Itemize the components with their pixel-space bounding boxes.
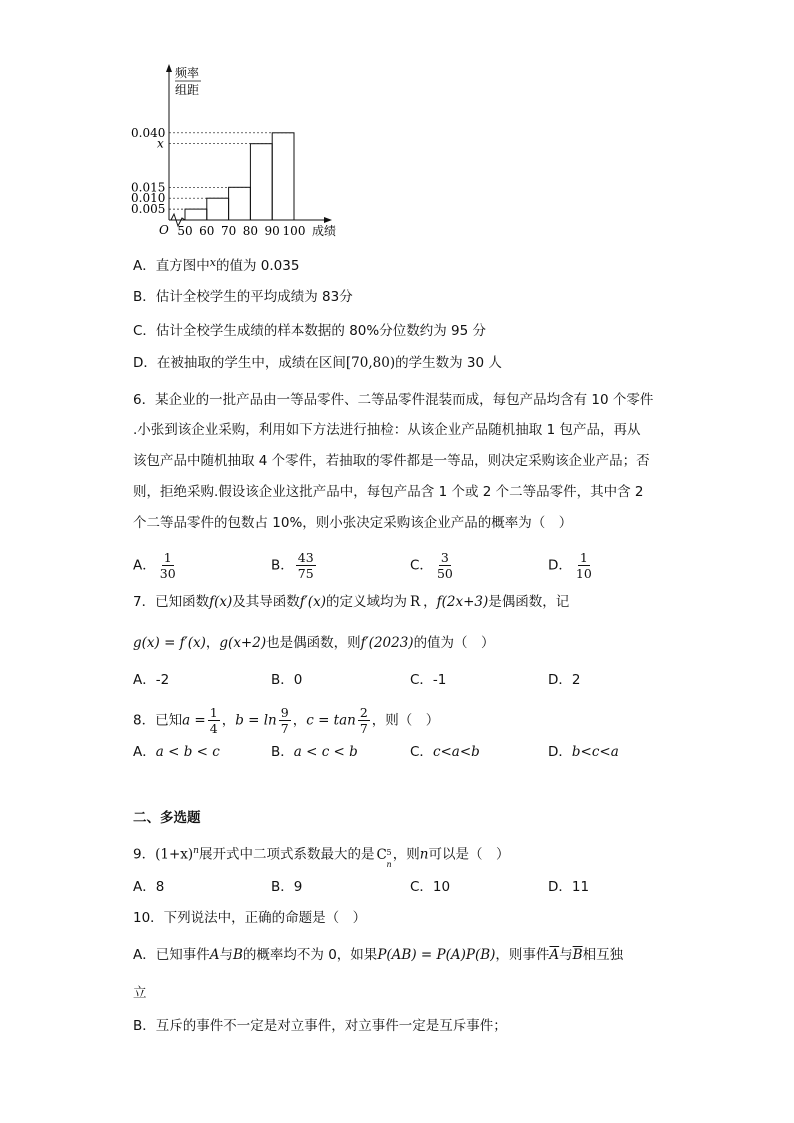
q8-text-a: 8．已知 [133, 712, 183, 729]
q6-d-den: 10 [575, 566, 592, 581]
q9-n: n [419, 846, 429, 863]
y-label-bottom: 组距 [175, 83, 200, 97]
q7-fprime: f′(x) [299, 594, 326, 610]
q7-option-c[interactable]: C．-1 [410, 672, 447, 688]
q10-a-then: ，则事件 [495, 947, 550, 963]
x-tick-label: 70 [220, 224, 237, 238]
q6-a-fraction [158, 550, 178, 581]
q8-a-fraction [208, 705, 220, 736]
q7-option-b[interactable]: B．0 [271, 672, 303, 688]
q7-text-h: 的值为（ ） [413, 635, 495, 651]
q8-a-eq: a = [182, 712, 206, 729]
q7-text-g: 也是偶函数，则 [266, 635, 361, 651]
q5-option-b[interactable] [133, 287, 353, 307]
q6-b-label: B． [271, 557, 294, 574]
q5-d-post: 的学生数为 30 人 [395, 355, 502, 371]
x-tick-label: 100 [282, 224, 306, 238]
q7-option-a[interactable]: A．-2 [133, 672, 170, 688]
q10-a-end: 相互独 [582, 947, 624, 963]
q7-text-d: ， [423, 594, 437, 610]
q8-c-eq: c = tan [306, 712, 356, 729]
q6-b-den: 75 [297, 566, 314, 581]
q8-sep1: ， [221, 712, 236, 729]
y-tick-label: 0.015 [131, 180, 166, 195]
y-tick-label: 0.010 [131, 191, 166, 206]
q6-option-b[interactable] [271, 550, 318, 581]
q7-text-c: 的定义域均为 [325, 594, 407, 610]
q9-exponent: n [193, 846, 199, 856]
q8-d-label: D． [548, 744, 572, 760]
q5-c-text: C．估计全校学生成绩的样本数据的 80%分位数约为 95 分 [133, 323, 486, 339]
q8-b-eq: b = ln [235, 712, 277, 729]
q5-option-c[interactable] [133, 321, 486, 341]
q6-stem-line4: 则，拒绝采购.假设该企业这批产品中，每包产品含 1 个或 2 个二等品零件，其中含 2 [133, 484, 644, 500]
q7-stem-line2 [133, 633, 495, 653]
q8-option-b[interactable] [271, 742, 358, 762]
q8-c-label: C． [410, 744, 433, 760]
q8-c-den: 7 [359, 721, 368, 736]
q6-a-den: 30 [159, 566, 176, 581]
q6-option-d[interactable] [548, 550, 596, 581]
x-tick-label: 90 [264, 224, 280, 238]
q8-b-num: 9 [280, 705, 289, 720]
histogram-bar [185, 209, 207, 220]
q5-a-var: x [209, 256, 216, 269]
q10-a-pre: A．已知事件 [133, 947, 210, 963]
q6-c-fraction [435, 550, 455, 581]
q9-c: C [376, 846, 387, 863]
x-tick-label: 60 [199, 224, 215, 238]
q10-a-equation: P(AB) = P(A)P(B) [377, 947, 496, 963]
q8-b-den: 7 [280, 721, 289, 736]
q10-option-a[interactable] [133, 945, 623, 965]
q6-c-num: 3 [440, 550, 449, 565]
histogram-bar [272, 133, 294, 220]
q8-a-den: 4 [209, 721, 218, 736]
q6-d-label: D． [548, 557, 572, 574]
q6-c-label: C． [410, 557, 433, 574]
q10-event-A: A [209, 947, 220, 963]
q7-g2: g(x+2) [219, 635, 267, 651]
q10-a-and: 与 [219, 947, 233, 963]
q5-option-d[interactable] [133, 353, 502, 373]
histogram-bar [229, 187, 251, 220]
q10-a-and2: 与 [559, 947, 573, 963]
q5-option-a[interactable] [133, 253, 299, 276]
q9-tail: 可以是（ ） [428, 846, 510, 863]
y-axis-arrow [166, 64, 172, 72]
q9-c-sub: n [386, 859, 392, 869]
q7-f2023: f′(2023) [360, 635, 414, 651]
q8-c-expr: c<a<b [432, 744, 480, 760]
q6-d-fraction [574, 550, 594, 581]
q6-stem-line1: 6．某企业的一批产品由一等品零件、二等品零件混装而成，每包产品均含有 10 个零件 [133, 392, 654, 408]
q5-a-tail: 的值为 0.035 [215, 258, 300, 274]
histogram-bar [207, 198, 229, 220]
q5-a-text: A．直方图中 [133, 258, 210, 274]
y-tick-label: 0.005 [131, 202, 166, 217]
q9-stem [133, 841, 510, 869]
q6-b-num: 43 [297, 550, 314, 565]
x-tick-label: 80 [242, 224, 259, 238]
q10-a-mid: 的概率均不为 0，如果 [242, 947, 378, 963]
q7-option-d[interactable]: D．2 [548, 672, 581, 688]
q10-option-b[interactable]: B．互斥的事件不一定是对立事件，对立事件一定是互斥事件； [133, 1018, 507, 1034]
q9-option-d[interactable]: D．11 [548, 879, 590, 895]
q5-d-interval: [70,80) [345, 355, 396, 371]
q10-option-a-wrap: 立 [133, 985, 147, 1001]
x-axis-arrow [324, 217, 332, 223]
x-tick-label: 50 [177, 224, 193, 238]
q7-g-def: g(x) = f′(x) [133, 635, 206, 651]
q8-option-d[interactable] [548, 742, 619, 762]
q8-a-label: A． [133, 744, 156, 760]
q8-option-a[interactable] [133, 742, 220, 762]
section-heading-multiple-choice: 二、多选题 [133, 810, 201, 826]
q10-event-B-complement: $\overline{B}$ [572, 947, 583, 963]
q8-c-num: 2 [359, 705, 368, 720]
q8-tail: ，则（ ） [371, 712, 440, 729]
q6-option-c[interactable] [410, 550, 457, 581]
q8-b-fraction [279, 705, 291, 736]
q6-b-fraction [296, 550, 316, 581]
q9-binomial [376, 846, 392, 869]
q6-d-num: 1 [579, 550, 588, 565]
q7-stem-line1 [133, 592, 569, 612]
q9-expr: (1+x) [155, 846, 194, 863]
q8-b-expr: a < c < b [293, 744, 358, 760]
q9-number: 9． [133, 846, 156, 863]
q6-a-num: 1 [163, 550, 172, 565]
q9-text-mid: 展开式中二项式系数最大的是 [198, 846, 375, 863]
q6-option-a[interactable] [133, 550, 180, 581]
q7-R: R [409, 594, 421, 610]
q6-stem-line5: 个二等品零件的包数占 10%，则小张决定采购该企业产品的概率为（ ） [133, 515, 573, 531]
q8-d-expr: b<c<a [571, 744, 619, 760]
q8-stem [133, 705, 439, 736]
q7-text-a: 7．已知函数 [133, 594, 210, 610]
q6-stem-line2: .小张到该企业采购，利用如下方法进行抽检：从该企业产品随机抽取 1 包产品，再从 [133, 422, 641, 438]
x-label: 成绩 [312, 224, 337, 238]
y-label-top: 频率 [175, 66, 200, 80]
q7-text-e: 是偶函数，记 [488, 594, 570, 610]
q5-b-text: B．估计全校学生的平均成绩为 83分 [133, 289, 353, 305]
q8-a-expr: a < b < c [155, 744, 220, 760]
q8-c-fraction [358, 705, 370, 736]
q10-stem: 10．下列说法中，正确的命题是（ ） [133, 910, 367, 926]
q6-a-label: A． [133, 557, 156, 574]
q7-text-f: ， [205, 635, 220, 651]
q7-f2: f(2x+3) [436, 594, 489, 610]
q9-option-c[interactable]: C．10 [410, 879, 451, 895]
q6-stem-line3: 该包产品中随机抽取 4 个零件，若抽取的零件都是一等品，则决定采购该企业产品；否 [133, 453, 650, 469]
histogram-bar [250, 144, 272, 220]
q5-d-pre: D．在被抽取的学生中，成绩在区间 [133, 355, 346, 371]
q9-text-mid2: ，则 [392, 846, 420, 863]
q7-f: f(x) [209, 594, 233, 610]
q10-event-B: B [233, 947, 243, 963]
q8-b-label: B． [271, 744, 294, 760]
q8-option-c[interactable] [410, 742, 480, 762]
q10-event-A-complement: $\overline{A}$ [549, 947, 560, 963]
q9-option-a[interactable]: A．8 [133, 879, 165, 895]
origin-label: O [159, 223, 169, 237]
q9-c-sup: 5 [386, 847, 392, 857]
q8-a-num: 1 [209, 705, 218, 720]
y-tick-label: x [157, 136, 164, 151]
y-tick-label: 0.040 [131, 125, 166, 140]
q8-sep2: ， [292, 712, 307, 729]
q7-text-b: 及其导函数 [232, 594, 300, 610]
q6-c-den: 50 [436, 566, 453, 581]
q9-option-b[interactable]: B．9 [271, 879, 303, 895]
frequency-histogram [125, 60, 355, 245]
